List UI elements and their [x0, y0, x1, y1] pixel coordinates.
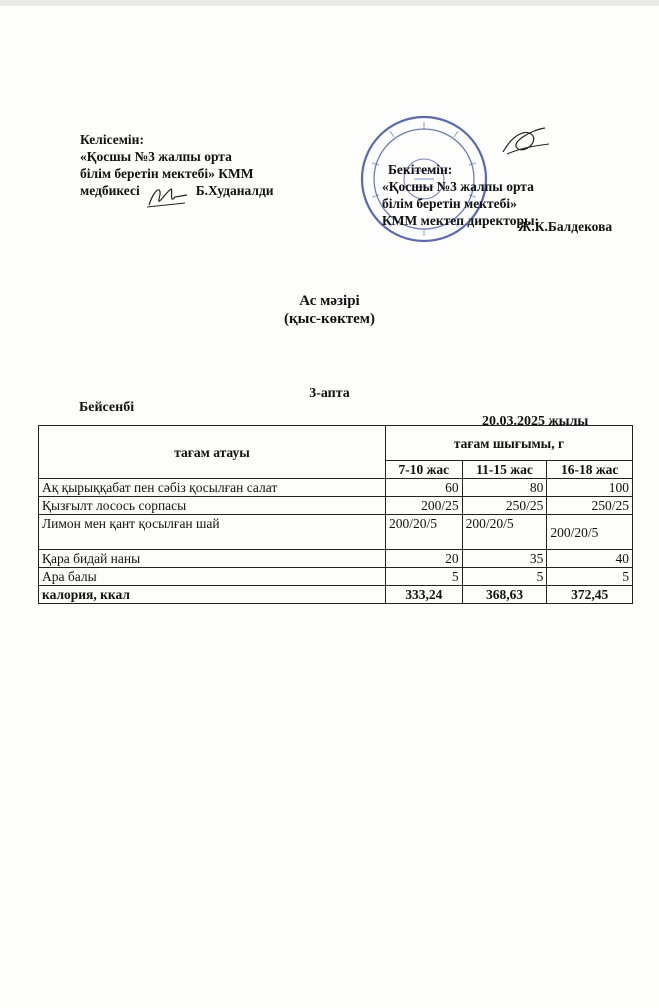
table-header-row — [39, 426, 633, 461]
portion-value: 5 — [462, 568, 547, 586]
dish-name: Лимон мен қант қосылған шай — [39, 515, 386, 550]
approval-line: Бекітемін: — [388, 162, 453, 177]
menu-table — [38, 425, 633, 604]
portion-value: 5 — [386, 568, 463, 586]
approval-line: «Қосшы №3 жалпы орта — [382, 179, 534, 194]
agreement-line: «Қосшы №3 жалпы орта — [80, 149, 232, 164]
portion-value: 100 — [547, 479, 633, 497]
age-group-header: 11-15 жас — [462, 461, 547, 479]
document-title: Ас мәзірі — [299, 293, 360, 309]
page-edge — [0, 0, 659, 6]
dish-name: Қара бидай наны — [39, 550, 386, 568]
portion-value: 40 — [547, 550, 633, 568]
table-row — [39, 515, 633, 550]
portion-value: 80 — [462, 479, 547, 497]
approval-block — [382, 161, 539, 229]
dish-column-header: тағам атауы — [39, 426, 386, 479]
nurse-signature — [145, 183, 189, 211]
week-label: 3-апта — [309, 386, 350, 401]
calorie-value: 333,24 — [386, 586, 463, 604]
calorie-label: калория, ккал — [39, 586, 386, 604]
agreement-line: Келісемін: — [80, 132, 144, 147]
agreement-role: медбикесі — [80, 183, 140, 198]
dish-name: Ақ қырыққабат пен сәбіз қосылған салат — [39, 479, 386, 497]
table-row — [39, 550, 633, 568]
portion-value: 200/25 — [386, 497, 463, 515]
portion-value: 35 — [462, 550, 547, 568]
table-row — [39, 479, 633, 497]
table-row — [39, 497, 633, 515]
age-group-header: 16-18 жас — [547, 461, 633, 479]
day-label: Бейсенбі — [79, 400, 135, 415]
portion-value: 200/20/5 — [462, 515, 547, 550]
portion-value: 5 — [547, 568, 633, 586]
calorie-total-row — [39, 586, 633, 604]
calorie-value: 372,45 — [547, 586, 633, 604]
season-subtitle: (қыс-көктем) — [283, 311, 376, 327]
table-row — [39, 568, 633, 586]
portion-value: 250/25 — [462, 497, 547, 515]
approval-line: білім беретін мектебі» — [382, 196, 517, 211]
age-group-header: 7-10 жас — [386, 461, 463, 479]
portion-value: 200/20/5 — [386, 515, 463, 550]
output-column-header: тағам шығымы, г — [386, 426, 633, 461]
calorie-value: 368,63 — [462, 586, 547, 604]
portion-value: 20 — [386, 550, 463, 568]
agreement-line: білім беретін мектебі» КММ — [80, 166, 254, 181]
approval-line: КММ мектеп директоры: — [382, 213, 540, 228]
approval-signer-name: Ж.К.Балдекова — [518, 219, 613, 234]
date-label: 20.03.2025 жылы — [482, 414, 589, 429]
portion-value: 60 — [386, 479, 463, 497]
portion-value: 200/20/5 — [547, 515, 633, 550]
agreement-signer-name: Б.Худаналди — [195, 183, 274, 198]
dish-name: Ара балы — [39, 568, 386, 586]
director-signature — [497, 124, 553, 162]
portion-value: 250/25 — [547, 497, 633, 515]
dish-name: Қызғылт лосось сорпасы — [39, 497, 386, 515]
